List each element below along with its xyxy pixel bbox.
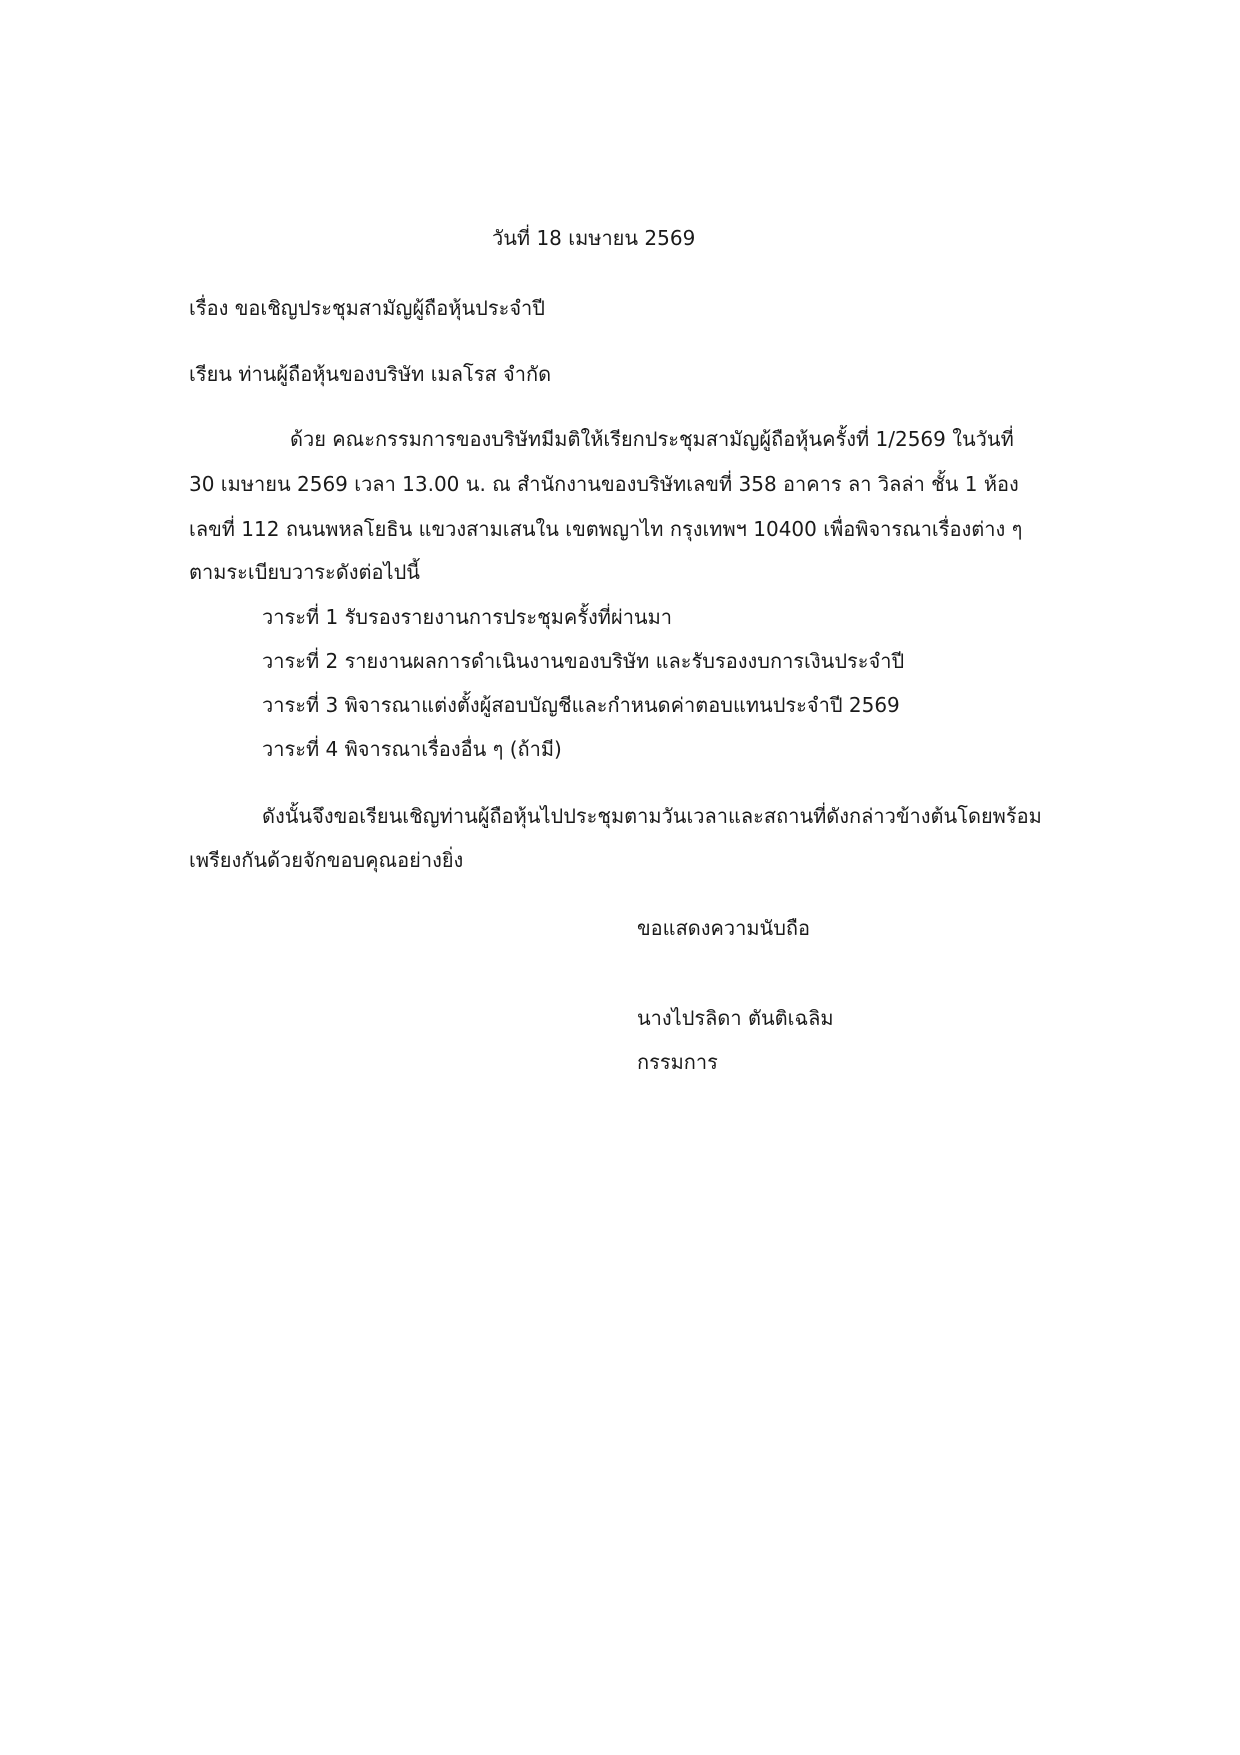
closing-line: ดังนั้นจึงขอเรียนเชิญท่านผู้ถือหุ้นไปประชุมตามวันเวลาและสถานที่ดังกล่าวข้างต้นโดยพร้อม (262, 804, 1042, 828)
agenda-item: วาระที่ 4 พิจารณาเรื่องอื่น ๆ (ถ้ามี) (262, 737, 562, 761)
signer-name: นางไปรลิดา ตันติเฉลิม (637, 1006, 834, 1030)
agenda-item: วาระที่ 1 รับรองรายงานการประชุมครั้งที่ผ่านมา (262, 605, 673, 629)
signer-title: กรรมการ (637, 1050, 718, 1074)
agenda-item: วาระที่ 3 พิจารณาแต่งตั้งผู้สอบบัญชีและกำหนดค่าตอบแทนประจำปี 2569 (262, 693, 900, 717)
letter-recipient: เรียน ท่านผู้ถือหุ้นของบริษัท เมลโรส จำกัด (189, 362, 552, 386)
letter-date: วันที่ 18 เมษายน 2569 (492, 226, 696, 250)
sign-off: ขอแสดงความนับถือ (637, 916, 811, 940)
body-line: เลขที่ 112 ถนนพหลโยธิน แขวงสามเสนใน เขตพญาไท กรุงเทพฯ 10400 เพื่อพิจารณาเรื่องต่าง ๆ (189, 517, 1023, 541)
body-line: ด้วย คณะกรรมการของบริษัทมีมติให้เรียกประชุมสามัญผู้ถือหุ้นครั้งที่ 1/2569 ในวันที่ (290, 427, 1014, 451)
agenda-item: วาระที่ 2 รายงานผลการดำเนินงานของบริษัท และรับรองงบการเงินประจำปี (262, 649, 905, 673)
body-line: 30 เมษายน 2569 เวลา 13.00 น. ณ สำนักงานของบริษัทเลขที่ 358 อาคาร ลา วิลล่า ชั้น 1 ห้อง (189, 472, 1019, 496)
closing-line: เพรียงกันด้วยจักขอบคุณอย่างยิ่ง (189, 848, 464, 872)
letter-subject: เรื่อง ขอเชิญประชุมสามัญผู้ถือหุ้นประจำปี (189, 296, 545, 320)
body-line: ตามระเบียบวาระดังต่อไปนี้ (189, 560, 420, 584)
